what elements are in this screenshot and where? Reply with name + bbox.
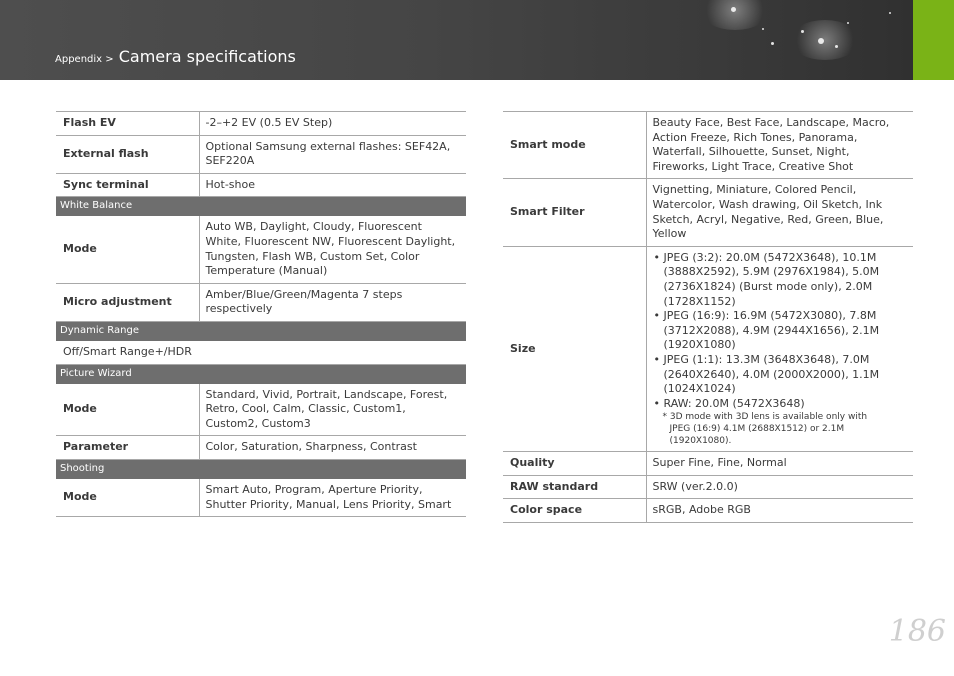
breadcrumb-parent[interactable]: Appendix > (55, 54, 114, 65)
spec-label: RAW standard (503, 475, 646, 499)
page-number: 186 (888, 614, 946, 649)
spec-label: Quality (503, 452, 646, 476)
spec-label: Smart Filter (503, 179, 646, 246)
size-list (653, 251, 908, 412)
spec-row-sync-terminal (56, 173, 466, 197)
spec-label: Sync terminal (56, 173, 199, 197)
size-note-line: * 3D mode with 3D lens is available only with (662, 412, 868, 423)
spec-row-micro-adjustment (56, 283, 466, 321)
spec-label: Parameter (56, 436, 199, 460)
spec-value: Smart Auto, Program, Aperture Priority, Shutter Priority, Manual, Lens Priority, Smart (199, 478, 466, 516)
spec-label: Mode (56, 478, 199, 516)
section-header-picture-wizard (56, 364, 466, 383)
spec-table-right (503, 111, 913, 523)
spec-row-quality (503, 452, 913, 476)
spec-value: Standard, Vivid, Portrait, Landscape, Forest, Retro, Cool, Calm, Classic, Custom1, Custom2, Custom3 (199, 383, 466, 436)
sparkle (731, 7, 736, 12)
sparkle (771, 42, 774, 45)
spec-label: Mode (56, 216, 199, 283)
spec-value: Off/Smart Range+/HDR (56, 340, 466, 364)
spec-row-flash-ev (56, 112, 466, 136)
spec-value: Auto WB, Daylight, Cloudy, Fluorescent White, Fluorescent NW, Fluorescent Daylight, Tungsten, Flash WB, Custom Set, Color Temperature (Manual) (199, 216, 466, 283)
sparkle (818, 38, 824, 44)
spec-label: Mode (56, 383, 199, 436)
spec-row-external-flash (56, 135, 466, 173)
spec-row-shooting-mode (56, 478, 466, 516)
spec-value (646, 246, 913, 452)
spec-value: sRGB, Adobe RGB (646, 499, 913, 523)
accent-bar (913, 0, 954, 80)
section-header-dynamic-range (56, 321, 466, 340)
spec-row-smart-mode (503, 112, 913, 179)
spec-label: Micro adjustment (56, 283, 199, 321)
spec-row-raw-standard (503, 475, 913, 499)
spec-row-smart-filter (503, 179, 913, 246)
size-note (653, 411, 908, 447)
sparkle-glow (700, 0, 770, 30)
spec-label: Flash EV (56, 112, 199, 136)
spec-value: SRW (ver.2.0.0) (646, 475, 913, 499)
spec-label: External flash (56, 135, 199, 173)
spec-row-color-space (503, 499, 913, 523)
spec-row-dynamic-range (56, 340, 466, 364)
spec-value: Super Fine, Fine, Normal (646, 452, 913, 476)
size-item: • JPEG (3:2): 20.0M (5472X3648), 10.1M (3888X2592), 5.9M (2976X1984), 5.0M (2736X1824) (Burst mode only), 2.0M (1728X1152) (653, 251, 908, 309)
section-title: Picture Wizard (56, 364, 466, 383)
sparkle-glow (790, 20, 860, 60)
section-header-white-balance (56, 197, 466, 216)
spec-value: Color, Saturation, Sharpness, Contrast (199, 436, 466, 460)
size-item: • RAW: 20.0M (5472X3648) (653, 397, 908, 412)
sparkle (847, 22, 849, 24)
sparkle (835, 45, 838, 48)
sparkle (801, 30, 804, 33)
spec-label: Color space (503, 499, 646, 523)
spec-value: Amber/Blue/Green/Magenta 7 steps respectively (199, 283, 466, 321)
spec-label: Smart mode (503, 112, 646, 179)
sparkle (889, 12, 891, 14)
size-item: • JPEG (1:1): 13.3M (3648X3648), 7.0M (2640X2640), 4.0M (2000X2000), 1.1M (1024X1024) (653, 353, 908, 397)
section-title: Shooting (56, 459, 466, 478)
sparkle (762, 28, 764, 30)
section-header-shooting (56, 459, 466, 478)
size-item: • JPEG (16:9): 16.9M (5472X3080), 7.8M (3712X2088), 4.9M (2944X1656), 2.1M (1920X1080) (653, 309, 908, 353)
section-title: White Balance (56, 197, 466, 216)
spec-label: Size (503, 246, 646, 452)
spec-value: Optional Samsung external flashes: SEF42A, SEF220A (199, 135, 466, 173)
spec-row-size (503, 246, 913, 452)
section-title: Dynamic Range (56, 321, 466, 340)
spec-value: Hot-shoe (199, 173, 466, 197)
spec-value: Vignetting, Miniature, Colored Pencil, Watercolor, Wash drawing, Oil Sketch, Ink Sketch, Acryl, Negative, Red, Green, Blue, Yellow (646, 179, 913, 246)
spec-table-left (56, 111, 466, 517)
spec-value: Beauty Face, Best Face, Landscape, Macro, Action Freeze, Rich Tones, Panorama, Waterfall, Silhouette, Sunset, Night, Fireworks, Light Trace, Creative Shot (646, 112, 913, 179)
page-title: Camera specifications (118, 47, 296, 66)
spec-row-wb-mode (56, 216, 466, 283)
size-note-line: JPEG (16:9) 4.1M (2688X1512) or 2.1M (1920X1080). (669, 424, 845, 447)
spec-row-parameter (56, 436, 466, 460)
page-header (0, 0, 954, 80)
spec-value: -2–+2 EV (0.5 EV Step) (199, 112, 466, 136)
breadcrumb (55, 47, 296, 66)
spec-row-pw-mode (56, 383, 466, 436)
